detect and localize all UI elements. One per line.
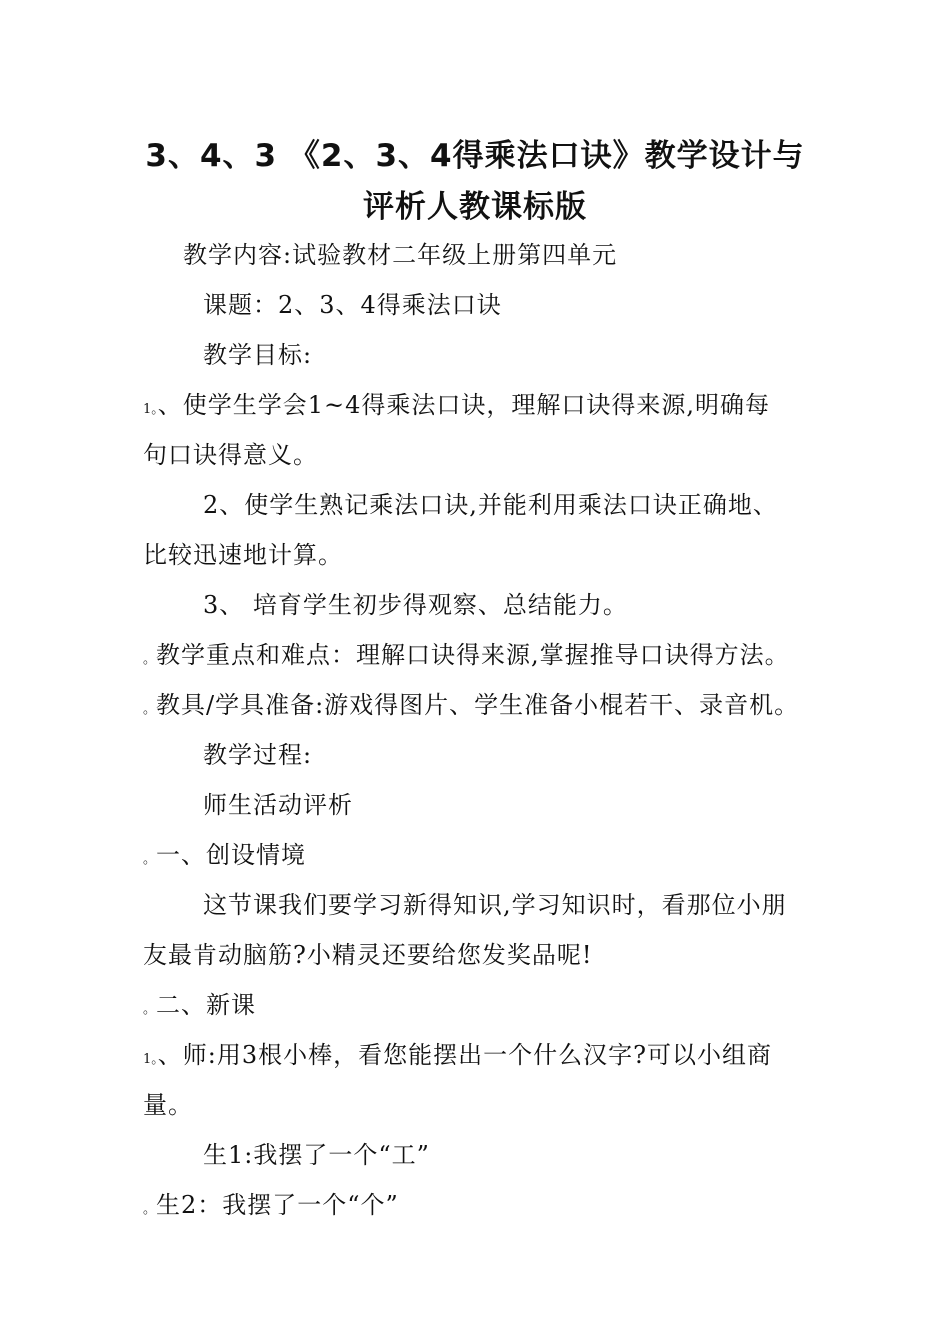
item1-line bbox=[143, 1035, 772, 1070]
goal1-text: 、使学生学会1~4得乘法口诀，理解口诀得来源,明确每 bbox=[157, 391, 771, 419]
paragraph1-continuation: 友最肯动脑筋?小精灵还要给您发奖品呢! bbox=[143, 941, 593, 969]
topic-line: 课题：2、3、4得乘法口诀 bbox=[203, 291, 502, 319]
section1-heading bbox=[143, 835, 306, 870]
goal1-number: 1。 bbox=[143, 402, 158, 417]
student2-line bbox=[143, 1185, 399, 1220]
section1-text: 一、创设情境 bbox=[156, 841, 307, 869]
paragraph1: 这节课我们要学习新得知识,学习知识时，看那位小朋 bbox=[203, 891, 787, 919]
goal1-continuation: 句口诀得意义。 bbox=[143, 441, 318, 469]
section2-text: 二、新课 bbox=[156, 991, 257, 1019]
item1-text: 、师:用3根小棒，看您能摆出一个什么汉字?可以小组商 bbox=[157, 1041, 773, 1069]
item1-number: 1。 bbox=[143, 1052, 158, 1067]
goal2-continuation: 比较迅速地计算。 bbox=[143, 541, 343, 569]
process-label: 教学过程: bbox=[203, 741, 313, 769]
document-title-line1: 3、4、3 《2、3、4得乘法口诀》教学设计与 bbox=[145, 138, 805, 174]
key-points-line bbox=[143, 635, 790, 670]
goal3-line: 3、 培育学生初步得观察、总结能力。 bbox=[203, 591, 628, 619]
activity-label: 师生活动评析 bbox=[203, 791, 353, 819]
key-points-mark: 。 bbox=[143, 652, 157, 667]
goal2-line: 2、使学生熟记乘法口诀,并能利用乘法口诀正确地、 bbox=[203, 491, 778, 519]
student2-text: 生2：我摆了一个“个” bbox=[156, 1191, 399, 1219]
section2-mark: 。 bbox=[143, 1002, 157, 1017]
goals-label: 教学目标: bbox=[203, 341, 313, 369]
tools-mark: 。 bbox=[143, 702, 157, 717]
tools-text: 教具/学具准备:游戏得图片、学生准备小棍若干、录音机。 bbox=[156, 691, 800, 719]
document-title-line2: 评析人教课标版 bbox=[363, 189, 587, 225]
item1-continuation: 量。 bbox=[143, 1091, 193, 1119]
key-points-text: 教学重点和难点：理解口诀得来源,掌握推导口诀得方法。 bbox=[156, 641, 790, 669]
content-line: 教学内容:试验教材二年级上册第四单元 bbox=[183, 241, 618, 269]
tools-line bbox=[143, 685, 799, 720]
section1-mark: 。 bbox=[143, 852, 157, 867]
student2-mark: 。 bbox=[143, 1202, 157, 1217]
section2-heading bbox=[143, 985, 256, 1020]
student1-line: 生1:我摆了一个“工” bbox=[203, 1141, 430, 1169]
goal1-line bbox=[143, 385, 770, 420]
